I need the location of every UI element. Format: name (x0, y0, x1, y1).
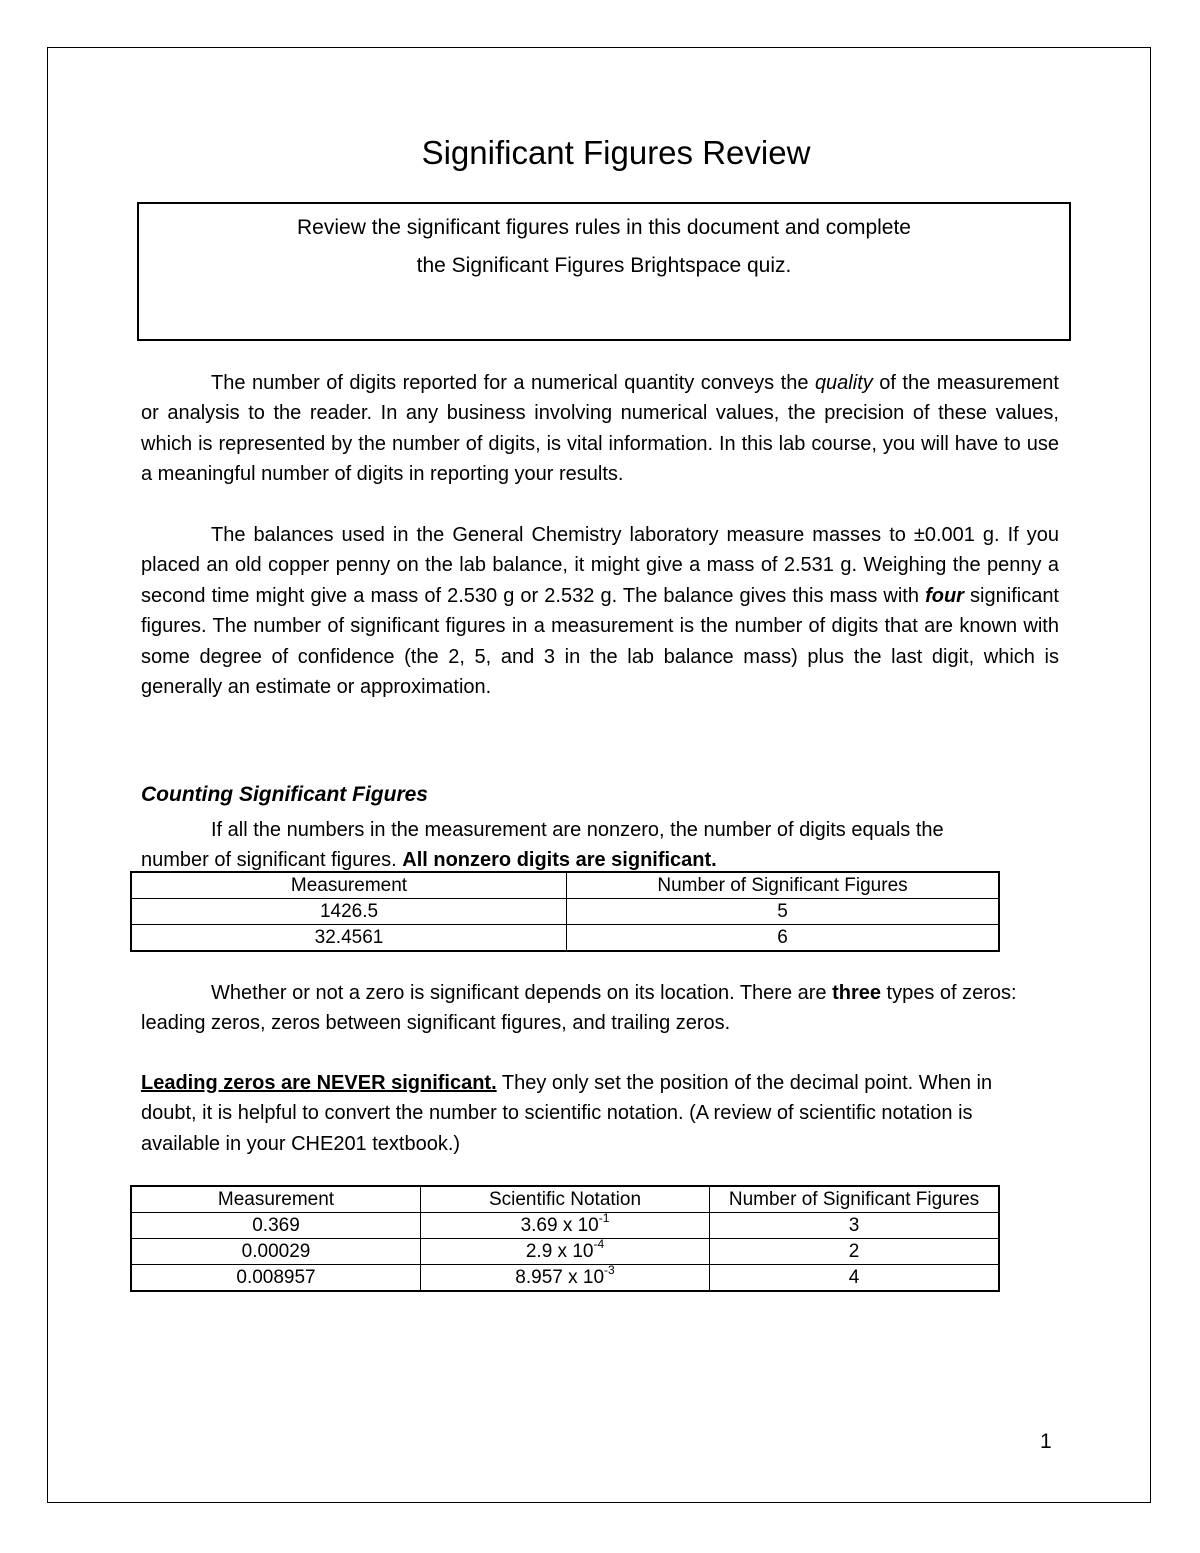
table-row (131, 899, 999, 925)
leading-zeros-table (130, 1185, 1000, 1292)
intro-paragraph: The number of digits reported for a numerical quantity conveys the quality of the measurement or analysis to the reader. In any business involving numerical values, the precision of these values, which is represented by the number of digits, is vital information. In this lab course, you will have to use a meaningful number of digits in reporting your results. (141, 372, 1059, 486)
cell-scientific-notation: 2.9 x $10^{-4}$ (421, 1239, 710, 1265)
header-measurement: Measurement (131, 872, 567, 899)
cell-sig-figs: 2 (710, 1239, 1000, 1265)
review-line-1: Review the significant figures rules in this document and complete (297, 216, 911, 239)
table-row (131, 1239, 999, 1265)
cell-sig-figs: 6 (567, 925, 1000, 952)
cell-sig-figs: 4 (710, 1265, 1000, 1292)
cell-sig-figs: 5 (567, 899, 1000, 925)
zeros-paragraph: Whether or not a zero is significant depends on its location. There are three types of zeros: leading zeros, zeros between significant figures, and trailing zeros. (141, 982, 1017, 1035)
table-header-row (131, 872, 999, 899)
nonzero-rule: All nonzero digits are significant. (402, 849, 717, 872)
header-scientific-notation: Scientific Notation (421, 1186, 710, 1213)
review-line-2: the Significant Figures Brightspace quiz. (416, 254, 792, 277)
header-sig-figs: Number of Significant Figures (710, 1186, 1000, 1213)
cell-scientific-notation: 3.69 x $10^{-1}$ (421, 1213, 710, 1239)
cell-measurement: 1426.5 (131, 899, 567, 925)
table-header-row (131, 1186, 999, 1213)
page-number: 1 (1040, 1430, 1052, 1453)
section-heading: Counting Significant Figures (141, 783, 428, 806)
balance-paragraph: The balances used in the General Chemistry laboratory measure masses to ±0.001 g. If you placed an old copper penny on the lab balance, it might give a mass of 2.531 g. Weighing the penny a second time might give a mass of 2.530 g or 2.532 g. The balance gives this mass with four significant figures. The number of significant figures in a measurement is the number of digits that are known with some degree of confidence (the 2, 5, and 3 in the lab balance mass) plus the last digit, which is generally an estimate or approximation. (141, 524, 1059, 699)
header-measurement: Measurement (131, 1186, 421, 1213)
cell-scientific-notation: 8.957 x $10^{-3}$ (421, 1265, 710, 1292)
table-row (131, 1213, 999, 1239)
cell-measurement: 32.4561 (131, 925, 567, 952)
nonzero-paragraph: If all the numbers in the measurement are nonzero, the number of digits equals the number of significant figures. All nonzero digits are significant. (141, 819, 944, 872)
cell-measurement: 0.369 (131, 1213, 421, 1239)
emphasis-four: four (925, 584, 964, 607)
emphasis-three: three (832, 982, 881, 1004)
header-sig-figs: Number of Significant Figures (567, 872, 1000, 899)
emphasis-quality: quality (814, 372, 873, 394)
page-title: Significant Figures Review (421, 134, 811, 171)
cell-measurement: 0.008957 (131, 1265, 421, 1292)
cell-measurement: 0.00029 (131, 1239, 421, 1265)
leading-zeros-paragraph: Leading zeros are NEVER significant. They only set the position of the decimal point. When in doubt, it is helpful to convert the number to scientific notation. (A review of scientific notation is available in your CHE201 textbook.) (141, 1072, 993, 1155)
review-instructions-box (137, 202, 1071, 341)
table-row (131, 1265, 999, 1292)
cell-sig-figs: 3 (710, 1213, 1000, 1239)
leading-zeros-rule: Leading zeros are NEVER significant. (141, 1072, 497, 1094)
nonzero-digits-table (130, 871, 1000, 952)
table-row (131, 925, 999, 952)
